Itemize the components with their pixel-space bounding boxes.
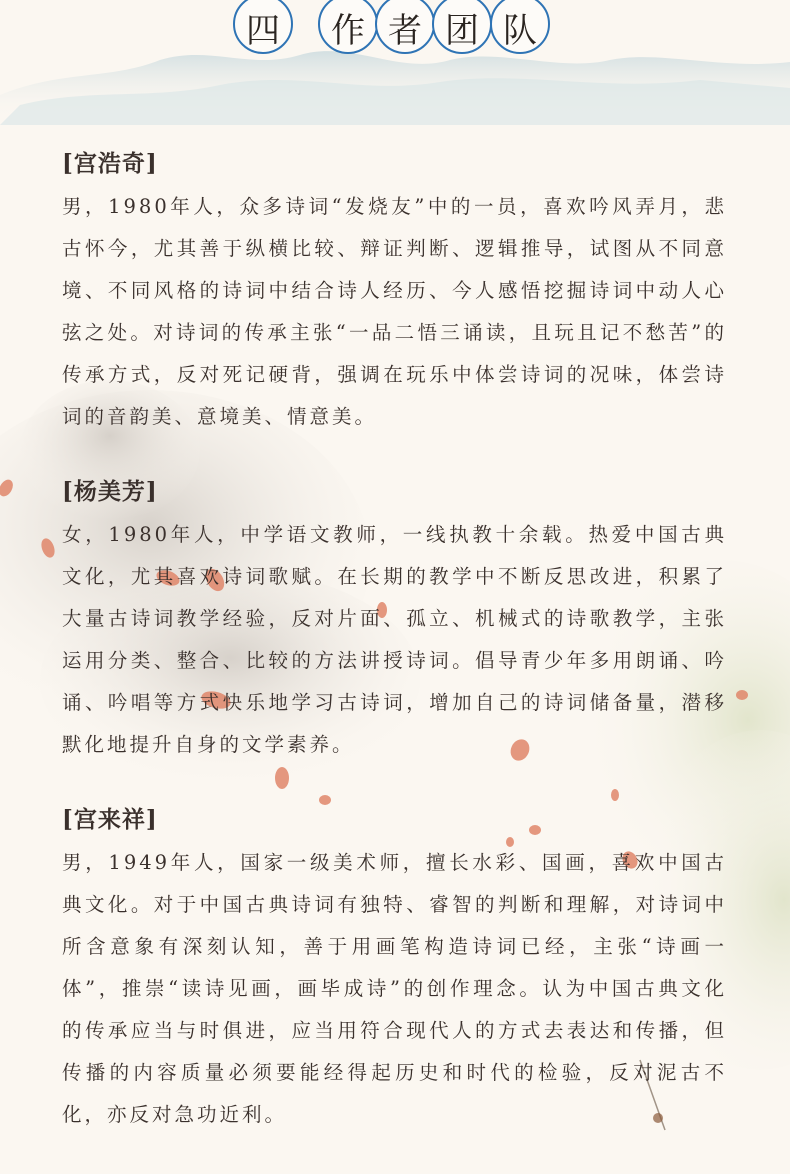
author-profile: [62, 476, 727, 766]
author-name: [杨美芳]: [62, 478, 158, 505]
author-team-list: [62, 148, 727, 1174]
author-bio: 男，1949年人，国家一级美术师，擅长水彩、国画，喜欢中国古典文化。对于中国古典诗词有独特、睿智的判断和理解，对诗词中所含意象有深刻认知，善于用画笔构造诗词已经，主张“诗画一体”，推崇“读诗见画，画毕成诗”的创作理念。认为中国古典文化的传承应当与时俱进，应当用符合现代人的方式去表达和传播，但传播的内容质量必须要能经得起历史和时代的检验，反对泥古不化，亦反对急功近利。: [62, 851, 727, 1126]
author-bio: 男，1980年人，众多诗词“发烧友”中的一员，喜欢吟风弄月，悲古怀今，尤其善于纵横比较、辩证判断、逻辑推导，试图从不同意境、不同风格的诗词中结合诗人经历、今人感悟挖掘诗词中动人心弦之处。对诗词的传承主张“一品二悟三诵读，且玩且记不愁苦”的传承方式，反对死记硬背，强调在玩乐中体尝诗词的况味，体尝诗词的音韵美、意境美、情意美。: [62, 195, 727, 428]
author-bio: 女，1980年人，中学语文教师，一线执教十余载。热爱中国古典文化，尤其喜欢诗词歌赋。在长期的教学中不断反思改进，积累了大量古诗词教学经验，反对片面、孤立、机械式的诗歌教学，主张运用分类、整合、比较的方法讲授诗词。倡导青少年多用朗诵、吟诵、吟唱等方式快乐地学习古诗词，增加自己的诗词储备量，潜移默化地提升自身的文学素养。: [62, 523, 727, 756]
title-char: 者: [388, 10, 422, 51]
author-name: [宫来祥]: [62, 806, 158, 833]
title-char-badge: [432, 0, 492, 54]
author-profile: [62, 804, 727, 1136]
title-char: 团: [445, 10, 479, 51]
title-char-badge: [490, 0, 550, 54]
author-profile: [62, 148, 727, 438]
title-char-badge: [318, 0, 378, 54]
author-name: [宫浩奇]: [62, 150, 158, 177]
section-number: 四: [246, 10, 280, 51]
title-char-badge: [375, 0, 435, 54]
title-char: 作: [331, 10, 365, 51]
section-number-badge: [233, 0, 293, 54]
title-char: 队: [503, 10, 537, 51]
section-header: [0, 0, 790, 60]
